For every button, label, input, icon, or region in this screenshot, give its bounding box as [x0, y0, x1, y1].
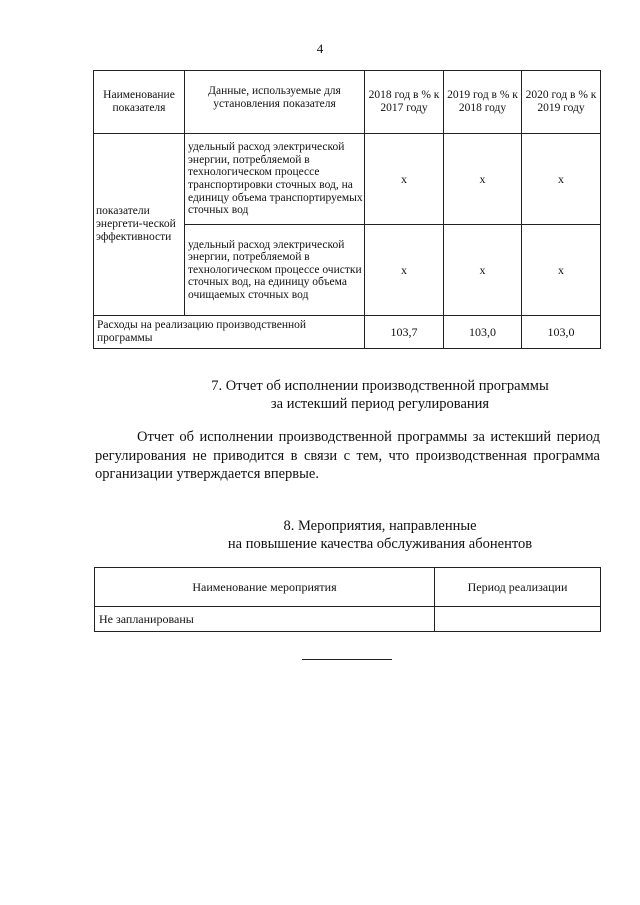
table-row	[95, 607, 601, 632]
section-8-title-line-2: на повышение качества обслуживания абонентов	[227, 536, 533, 552]
header-2019: 2019 год в % к 2018 году	[444, 71, 522, 134]
separator-line	[302, 659, 392, 660]
value-cell: x	[522, 134, 601, 225]
header-period: Период реализации	[435, 568, 601, 607]
data-cell: удельный расход электрической энергии, потребляемой в технологическом процессе очистки сточных вод, на единицу объема очищаемых сточных вод	[185, 225, 365, 316]
measures-table	[94, 567, 601, 632]
data-cell: удельный расход электрической энергии, потребляемой в технологическом процессе транспортировки сточных вод, на единицу объема транспортируемых сточных вод	[185, 134, 365, 225]
value-cell: x	[365, 225, 444, 316]
measure-period-cell	[435, 607, 601, 632]
value-cell: 103,0	[444, 316, 522, 349]
table-row	[94, 134, 601, 225]
value-cell: x	[444, 134, 522, 225]
section-7-text: Отчет об исполнении производственной программы за истекший период регулирования не приводится в связи с тем, что производственная программа организации утверждается впервые.	[95, 429, 600, 482]
indicators-table-header	[94, 71, 601, 134]
table-row-expenses	[94, 316, 601, 349]
header-2020: 2020 год в % к 2019 году	[522, 71, 601, 134]
value-cell: x	[522, 225, 601, 316]
measures-table-header	[95, 568, 601, 607]
header-indicator-name: Наименование показателя	[94, 71, 185, 134]
section-7-paragraph	[95, 428, 600, 484]
indicator-energy-efficiency: показатели энергети-ческой эффективности	[94, 134, 185, 316]
header-measure-name: Наименование мероприятия	[95, 568, 435, 607]
measure-name-cell: Не запланированы	[95, 607, 435, 632]
section-7-title-line-1: 7. Отчет об исполнении производственной программы	[211, 378, 549, 394]
value-cell: x	[444, 225, 522, 316]
value-cell: x	[365, 134, 444, 225]
header-data-used: Данные, используемые для установления показателя	[185, 71, 365, 134]
expenses-label: Расходы на реализацию производственной программы	[94, 316, 365, 349]
value-cell: 103,0	[522, 316, 601, 349]
section-7-heading	[0, 377, 640, 413]
header-2018: 2018 год в % к 2017 году	[365, 71, 444, 134]
page-number: 4	[316, 41, 324, 56]
indicators-table	[93, 70, 601, 349]
value-cell: 103,7	[365, 316, 444, 349]
section-7-title-line-2: за истекший период регулирования	[270, 396, 490, 412]
section-8-title-line-1: 8. Мероприятия, направленные	[283, 518, 477, 534]
section-8-heading	[0, 517, 640, 553]
